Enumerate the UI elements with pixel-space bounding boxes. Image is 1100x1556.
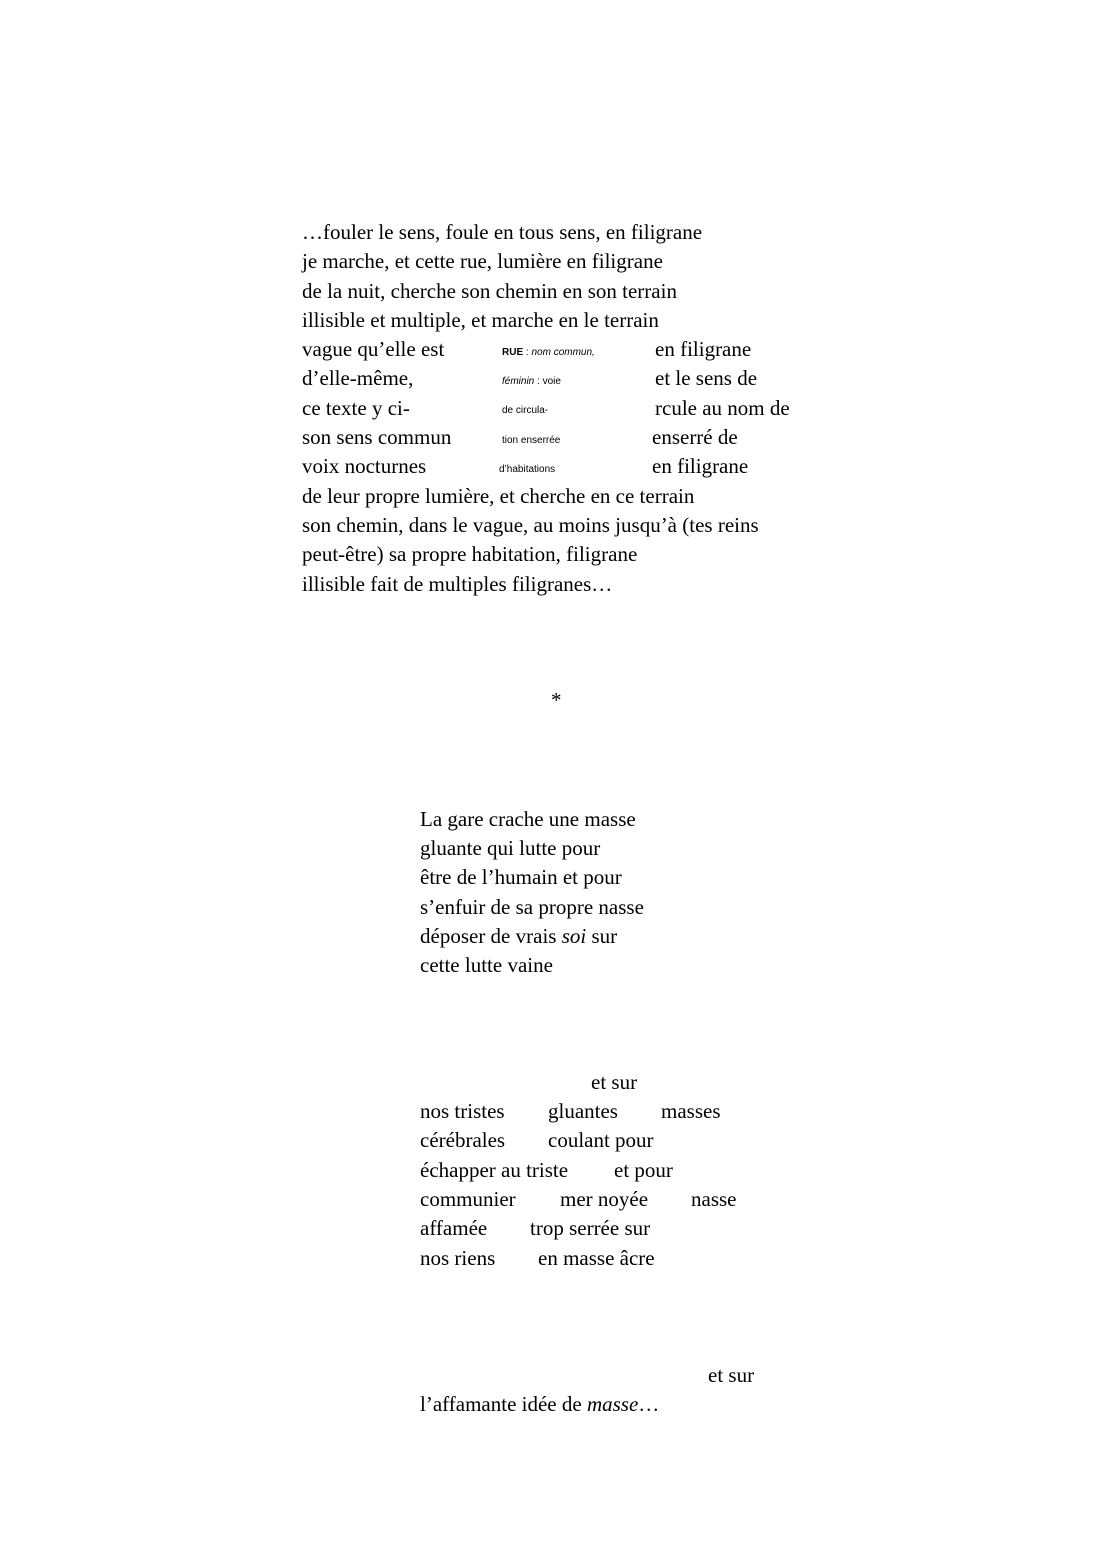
poem-line: s’enfuir de sa propre nasse xyxy=(420,895,644,919)
section-separator: * xyxy=(551,688,562,712)
poem-fragment: trop serrée sur xyxy=(530,1216,651,1240)
gloss-line: féminin : voie xyxy=(502,376,561,387)
poem-fragment: gluantes xyxy=(548,1099,618,1123)
poem-fragment: nos tristes xyxy=(420,1099,505,1123)
poem-fragment: communier xyxy=(420,1187,516,1211)
gloss-headword: RUE xyxy=(502,347,524,358)
poem-line-left: son sens commun xyxy=(302,425,452,449)
poem-line: et sur xyxy=(708,1363,755,1387)
poem-line-right: en filigrane xyxy=(652,454,749,478)
poem-line-right: rcule au nom de xyxy=(655,396,790,420)
poem-line-left: ce texte y ci- xyxy=(302,396,410,420)
poem-line: illisible et multiple, et marche en le terrain xyxy=(302,308,659,332)
poem-line: illisible fait de multiples filigranes… xyxy=(302,572,613,596)
poem-line-right: enserré de xyxy=(652,425,738,449)
poem-fragment: et pour xyxy=(614,1158,673,1182)
poem-line: et sur xyxy=(591,1070,638,1094)
poem-line: de leur propre lumière, et cherche en ce terrain xyxy=(302,484,695,508)
poem-fragment: masses xyxy=(661,1099,721,1123)
gloss-line: d’habitations xyxy=(499,464,556,475)
poem-line: de la nuit, cherche son chemin en son terrain xyxy=(302,279,677,303)
poem-line-left: voix nocturnes xyxy=(302,454,427,478)
gloss-line: de circula- xyxy=(502,405,549,416)
poem-line: l’affamante idée de masse… xyxy=(420,1392,660,1416)
poem-line-left: vague qu’elle est xyxy=(302,337,445,361)
poem-line-left: d’elle-même, xyxy=(302,366,414,390)
poem-line: cette lutte vaine xyxy=(420,953,553,977)
poem-fragment: nos riens xyxy=(420,1246,496,1270)
poem-line: gluante qui lutte pour xyxy=(420,836,601,860)
poem-fragment: coulant pour xyxy=(548,1128,654,1152)
poem-line: peut-être) sa propre habitation, filigrane xyxy=(302,542,638,566)
poem-fragment: cérébrales xyxy=(420,1128,506,1152)
gloss-line: tion enserrée xyxy=(502,435,561,446)
poem-fragment: affamée xyxy=(420,1216,488,1240)
poem-line: déposer de vrais soi sur xyxy=(420,924,618,948)
poem-line-right: et le sens de xyxy=(655,366,758,390)
poem-line: …fouler le sens, foule en tous sens, en filigrane xyxy=(302,220,703,244)
poem-fragment: échapper au triste xyxy=(420,1158,569,1182)
poem-line: son chemin, dans le vague, au moins jusqu’à (tes reins xyxy=(302,513,759,537)
poem-fragment: mer noyée xyxy=(560,1187,649,1211)
poem-line: La gare crache une masse xyxy=(420,807,636,831)
poem-fragment: nasse xyxy=(691,1187,737,1211)
poem-fragment: en masse âcre xyxy=(538,1246,655,1270)
poem-line: être de l’humain et pour xyxy=(420,865,622,889)
poem-line-right: en filigrane xyxy=(655,337,752,361)
gloss-line: RUE : nom commun, xyxy=(502,347,595,358)
poem-line: je marche, et cette rue, lumière en filigrane xyxy=(302,249,663,273)
